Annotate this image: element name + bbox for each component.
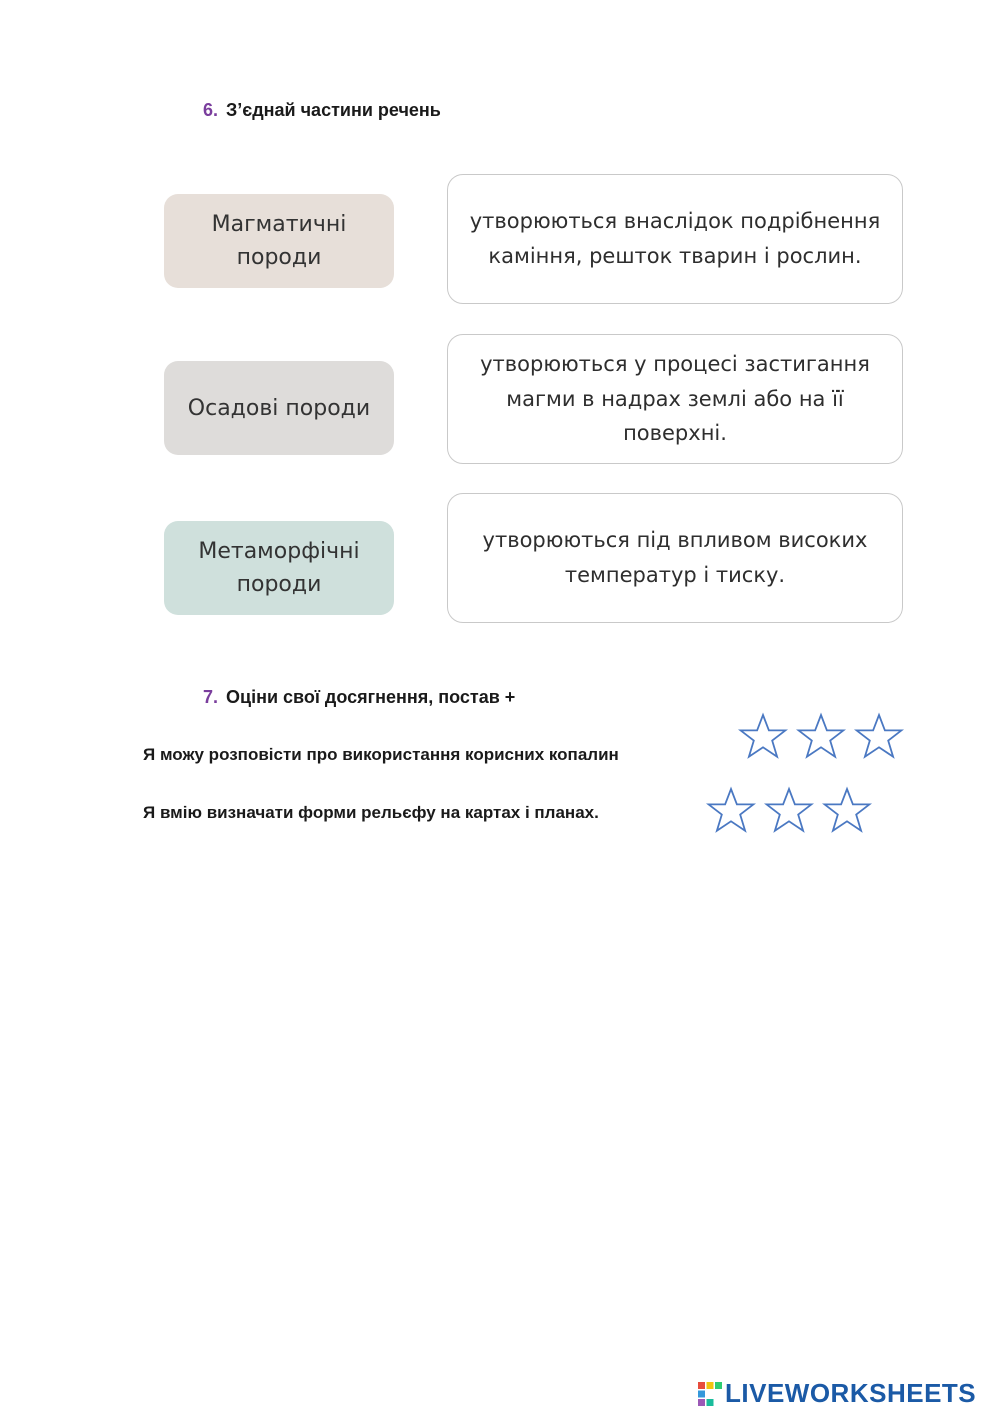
rock-type-label: Метаморфічні породи — [198, 539, 360, 597]
description-text: утворюються внаслідок подрібнення каміння, решток тварин і рослин. — [469, 209, 881, 268]
task-7-number: 7. — [203, 687, 219, 707]
description-text: утворюються у процесі застигання магми в надрах землі або на її поверхні. — [480, 352, 870, 446]
star-icon[interactable] — [764, 786, 814, 836]
star-icon[interactable] — [796, 712, 846, 762]
description-text: утворюються під впливом високих температур і тиску. — [482, 528, 868, 587]
rock-type-label: Магматичні породи — [211, 212, 347, 270]
rating-statement-1: Я можу розповісти про використання корисних копалин — [143, 745, 619, 764]
task-6-number: 6. — [203, 100, 219, 120]
rock-type-sedimentary[interactable] — [164, 361, 394, 455]
star-rating-1 — [738, 712, 904, 762]
star-icon[interactable] — [854, 712, 904, 762]
liveworksheets-logo-icon — [697, 1381, 723, 1407]
rock-type-label: Осадові породи — [187, 395, 371, 421]
star-icon[interactable] — [822, 786, 872, 836]
liveworksheets-logo — [697, 1378, 976, 1409]
logo-text: LIVEWORKSHEETS — [725, 1378, 977, 1408]
description-box-2[interactable] — [447, 334, 903, 464]
description-box-1[interactable] — [447, 174, 903, 304]
task-6-heading — [203, 100, 441, 121]
rock-type-igneous[interactable] — [164, 194, 394, 288]
star-icon[interactable] — [706, 786, 756, 836]
task-7-title: Оціни свої досягнення, постав + — [226, 687, 516, 707]
star-icon[interactable] — [738, 712, 788, 762]
task-6-title: З’єднай частини речень — [226, 100, 441, 120]
star-rating-2 — [706, 786, 872, 836]
rating-statement-2: Я вмію визначати форми рельєфу на картах і планах. — [143, 803, 599, 822]
rock-type-metamorphic[interactable] — [164, 521, 394, 615]
description-box-3[interactable] — [447, 493, 903, 623]
task-7-heading — [203, 687, 515, 708]
